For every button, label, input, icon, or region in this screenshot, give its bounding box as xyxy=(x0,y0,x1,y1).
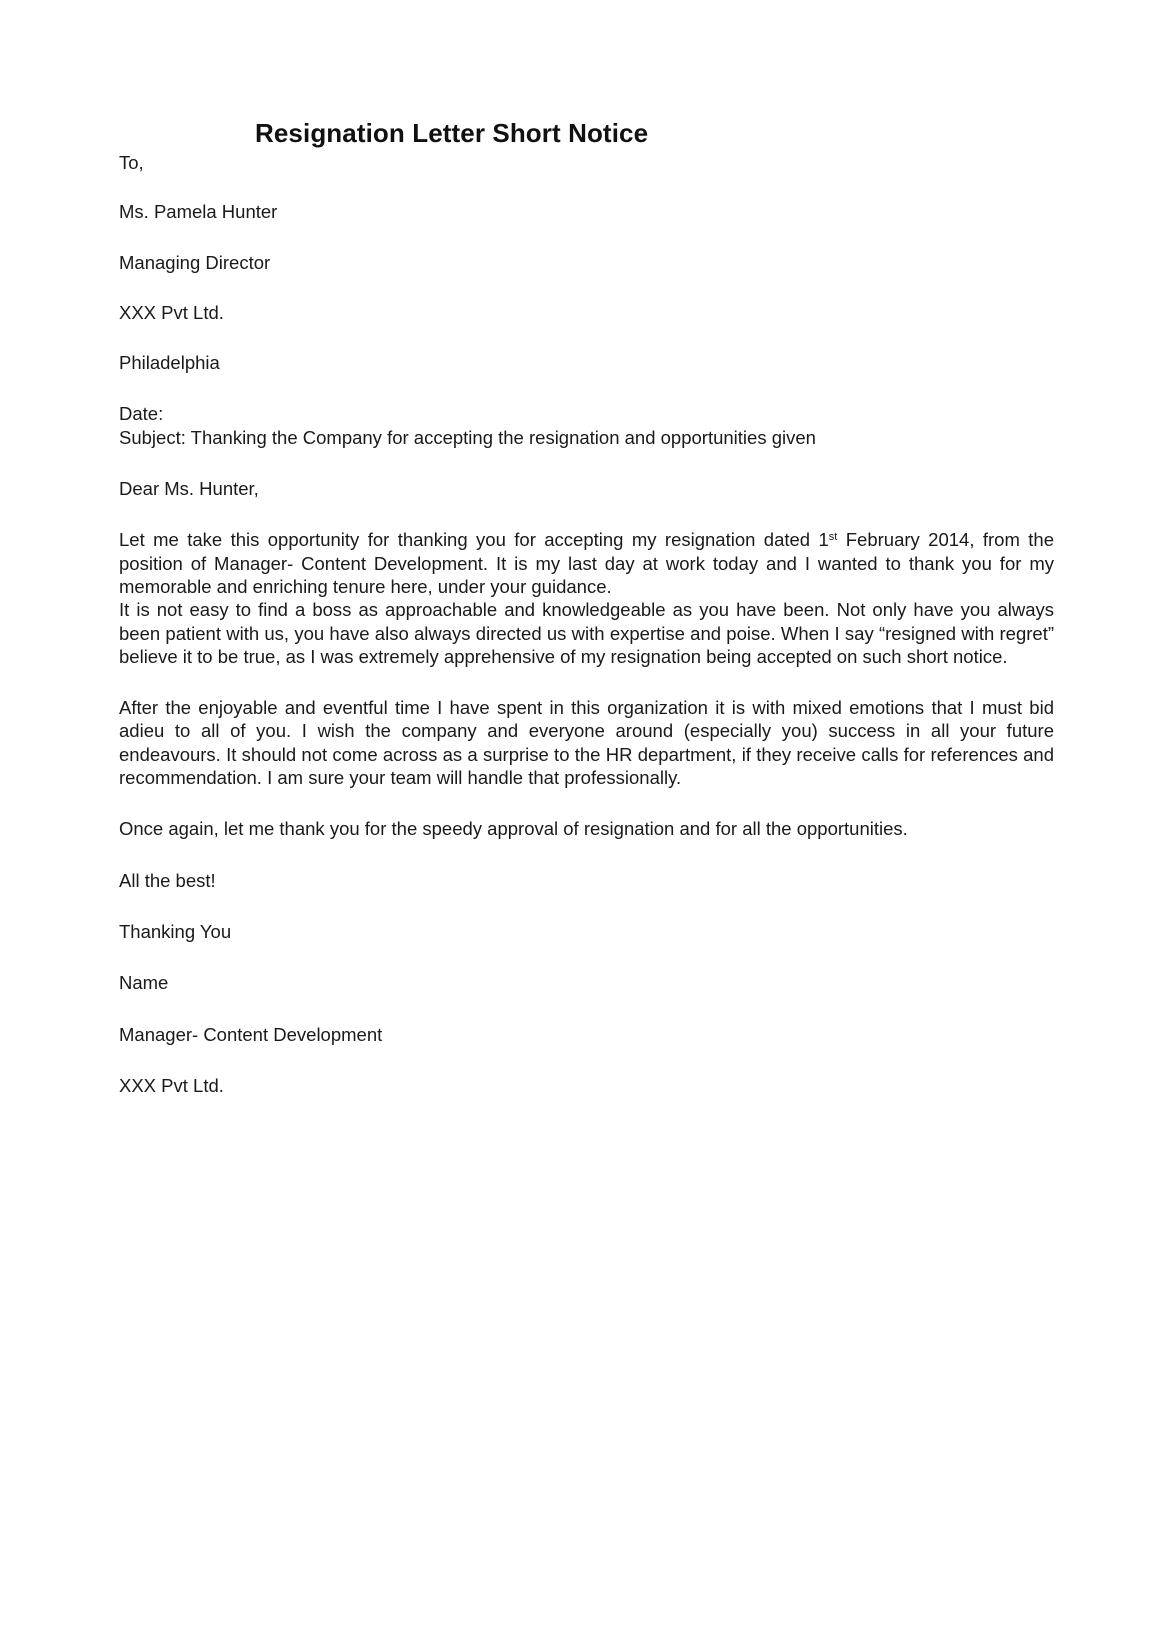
paragraph-4: Once again, let me thank you for the speedy approval of resignation and for all the opportunities. xyxy=(119,818,908,840)
closing-thanks: Thanking You xyxy=(119,920,232,942)
recipient-name: Ms. Pamela Hunter xyxy=(119,201,278,223)
ordinal-suffix: st xyxy=(828,531,838,544)
subject-line: Subject: Thanking the Company for accepting the resignation and opportunities given xyxy=(119,426,816,448)
paragraph-1-text-a: Let me take this opportunity for thanking you for accepting my resignation dated 1 xyxy=(119,529,829,551)
paragraph-1-text-b: February 2014, from the position of Manager- Content Development. It is my last day at work today and I wanted to thank you for my memorable and enriching tenure here, under your guidance. xyxy=(119,529,1054,597)
recipient-company: XXX Pvt Ltd. xyxy=(119,301,224,323)
signature-name: Name xyxy=(119,972,169,994)
paragraph-3: After the enjoyable and eventful time I have spent in this organization it is with mixed emotions that I must bid adieu to all of you. I wish the company and everyone around (especially you) success in all your future endeavours. It should not come across as a surprise to the HR department, if they receive calls for references and recommendation. I am sure your team will handle that professionally. xyxy=(119,697,1054,789)
document-title: Resignation Letter Short Notice xyxy=(255,118,649,148)
salutation-to: To, xyxy=(119,152,144,173)
paragraph-2: It is not easy to find a boss as approachable and knowledgeable as you have been. Not only have you always been patient with us, you have also always directed us with expertise and poise. When I say “resigned with regret” believe it to be true, as I was extremely apprehensive of my resignation being accepted on such short notice. xyxy=(119,599,1054,667)
closing-line: All the best! xyxy=(119,869,216,891)
paragraph-1 xyxy=(119,528,1054,598)
greeting: Dear Ms. Hunter, xyxy=(119,478,259,500)
signature-company: XXX Pvt Ltd. xyxy=(119,1074,224,1096)
letter-body xyxy=(119,151,1054,1097)
recipient-city: Philadelphia xyxy=(119,352,220,374)
signature-position: Manager- Content Development xyxy=(119,1023,383,1045)
recipient-title: Managing Director xyxy=(119,251,271,273)
date-label: Date: xyxy=(119,403,164,425)
